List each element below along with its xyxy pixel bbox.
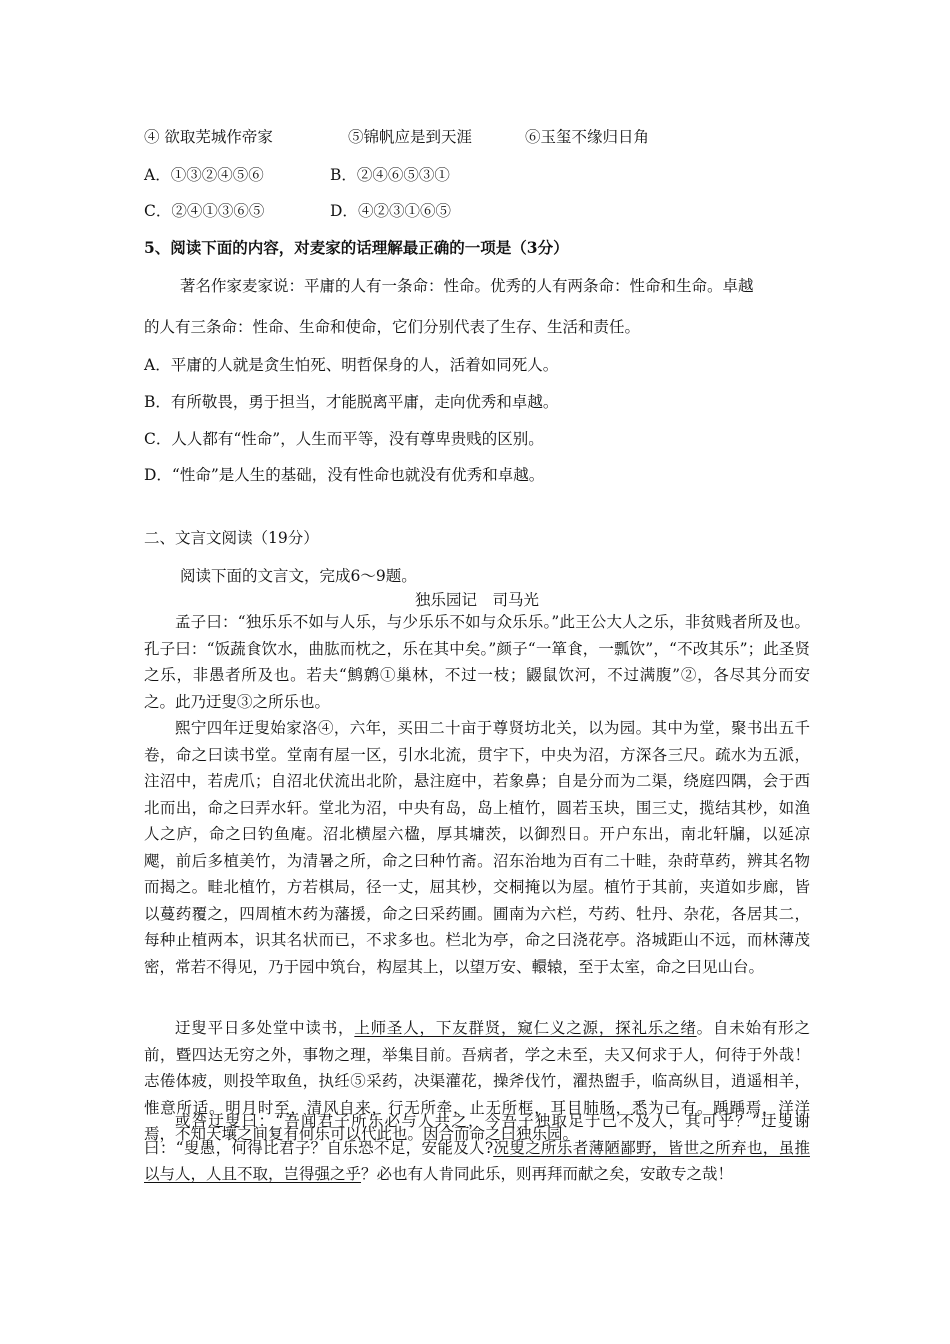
q5-option-d[interactable]: D．“性命”是人生的基础，没有性命也就没有优秀和卓越。: [144, 466, 545, 484]
q5-quote-line-2: 的人有三条命：性命、生命和使命，它们分别代表了生存、生活和责任。: [144, 318, 641, 336]
q5-quote-line-1: 著名作家麦家说：平庸的人有一条命：性命。优秀的人有两条命：性命和生命。卓越: [180, 277, 754, 295]
passage-paragraph-2: 熙宁四年迂叟始家洛④，六年，买田二十亩于尊贤坊北关，以为园。其中为堂，聚书出五千卷，命之曰读书堂。堂南有屋一区，引水北流，贯宇下，中央为沼，方深各三尺。疏水为五派，注沼中，若虎爪；自沼北伏流出北阶，悬注庭中，若象鼻；自是分而为二渠，绕庭四隅，会于西北而出，命之曰弄水轩。堂北为沼，中央有岛，岛上植竹，圆若玉块，围三丈，揽结其杪，如渔人之庐，命之曰钓鱼庵。沼北横屋六楹，厚其墉茨，以御烈日。开户东出，南北轩牖，以延凉飔，前后多植美竹，为清暑之所，命之曰种竹斋。沼东治地为百有二十畦，杂莳草药，辨其名物而揭之。畦北植竹，方若棋局，径一丈，屈其杪，交桐掩以为屋。植竹于其前，夹道如步廊，皆以蔓药覆之，四周植木药为藩援，命之曰采药圃。圃南为六栏，芍药、牡丹、杂花，各居其二，每种止植两本，识其名状而已，不求多也。栏北为亭，命之曰浇花亭。洛城距山不远，而林薄茂密，常若不得见，乃于园中筑台，构屋其上，以望万安、轘辕，至于太室，命之曰见山台。: [144, 719, 810, 976]
passage-title: 独乐园记 司马光: [414, 591, 539, 609]
passage-paragraph-4: 或咎迂叟曰：“吾闻君子所乐必与人共之，今吾子独取足于己不及人，其可乎？”迂叟谢曰：“叟愚，何得比君子？自乐恐不足，安能及人?况叟之所乐者薄陋鄙野，皆世之所弃也，虽推以与人，人且不取，岂得强之乎？必也有人肯同此乐，则再拜而献之矣，安敢专之哉！: [144, 1112, 810, 1183]
q4-item-5: ⑤锦帆应是到天涯: [348, 128, 473, 146]
q4-option-c[interactable]: C．②④①③⑥⑤: [144, 202, 265, 220]
q5-option-a[interactable]: A．平庸的人就是贪生怕死、明哲保身的人，活着如同死人。: [144, 356, 559, 374]
q5-stem: 5、阅读下面的内容，对麦家的话理解最正确的一项是（3分）: [144, 238, 569, 257]
q4-item-4: ④ 欲取芜城作帝家: [144, 128, 273, 146]
q5-option-b[interactable]: B．有所敬畏，勇于担当，才能脱离平庸，走向优秀和卓越。: [144, 393, 559, 411]
q4-option-b[interactable]: B．②④⑥⑤③①: [330, 166, 450, 184]
q4-option-a[interactable]: A．①③②④⑤⑥: [144, 166, 264, 184]
section-heading: 二、文言文阅读（19分）: [144, 529, 319, 547]
passage-paragraph-1: 孟子曰：“独乐乐不如与人乐，与少乐乐不如与众乐乐。”此王公大人之乐，非贫贱者所及也。孔子曰：“饭蔬食饮水，曲肱而枕之，乐在其中矣。”颜子“一箪食，一瓢饮”，“不改其乐”；此圣贤之乐，非愚者所及也。若夫“鹪鹩①巢林，不过一枝；鼹鼠饮河，不过满腹”②，各尽其分而安之。此乃迂叟③之所乐也。: [144, 613, 810, 711]
q4-option-d[interactable]: D．④②③①⑥⑤: [330, 202, 451, 220]
underlined-sentence-2: 况叟之所乐者薄陋鄙野，皆世之所弃也，虽推以与人，人且不取，岂得强之乎: [144, 1138, 810, 1183]
passage-paragraph-3: 迂叟平日多处堂中读书，上师圣人，下友群贤，窥仁义之源，探礼乐之绪。自未始有形之前，暨四达无穷之外，事物之理，举集目前。吾病者，学之未至，夫又何求于人，何待于外哉！志倦体疲，则投竿取鱼，执纴⑤采药，决渠灌花，操斧伐竹，濯热盥手，临高纵目，逍遥相羊，惟意所适。明月时至，清风自来，行无所牵，止无所框，耳目肺肠，悉为己有。踽踽焉，洋洋焉，不知天壤之间复有何乐可以代此也。因合而命之曰独乐园。: [144, 1019, 810, 1143]
underlined-sentence-1: 上师圣人，下友群贤，窥仁义之源，探礼乐之绪: [354, 1019, 697, 1037]
q4-item-6: ⑥玉玺不缘归日角: [525, 128, 650, 146]
q5-option-c[interactable]: C．人人都有“性命”，人生而平等，没有尊卑贵贱的区别。: [144, 430, 544, 448]
section-instruction: 阅读下面的文言文，完成6～9题。: [180, 567, 417, 585]
